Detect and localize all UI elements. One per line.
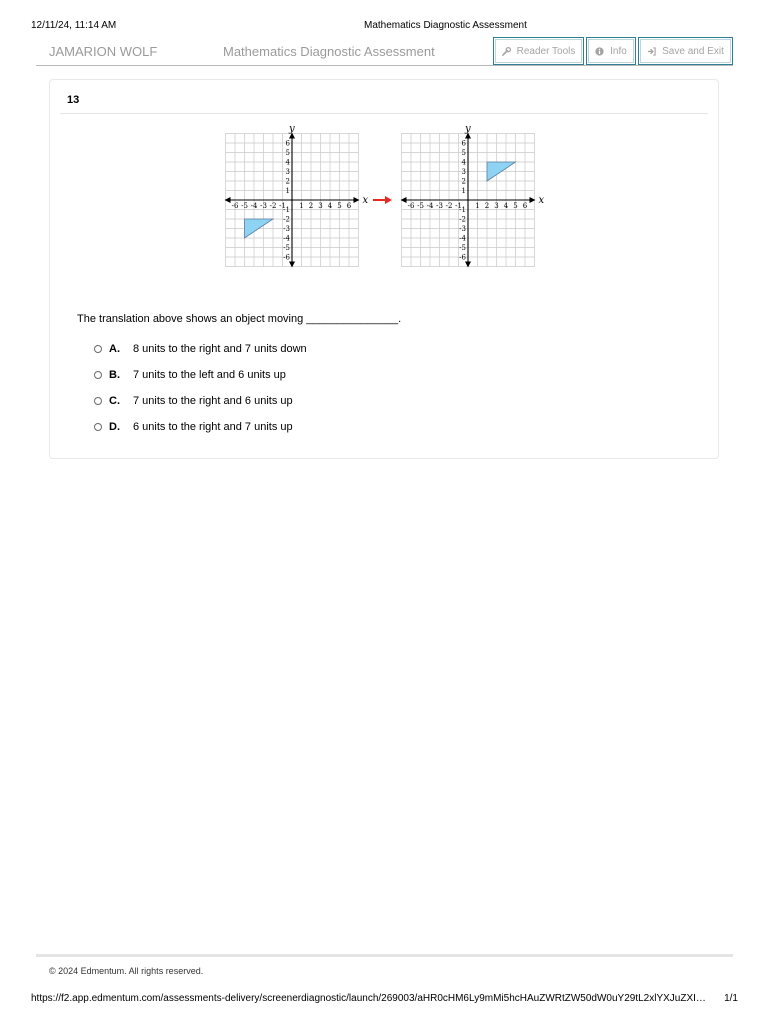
- choice-a[interactable]: [94, 342, 354, 356]
- y-tick-label: 3: [461, 168, 466, 176]
- question-stem: The translation above shows an object moving _______________.: [77, 313, 402, 325]
- y-tick-label: -2: [459, 215, 466, 224]
- copyright-text: © 2024 Edmentum. All rights reserved.: [49, 966, 204, 976]
- choice-letter: C.: [109, 395, 120, 407]
- y-tick-label: -3: [283, 225, 290, 233]
- print-url: https://f2.app.edmentum.com/assessments-delivery/screenerdiagnostic/launch/269003/aHR0cHM6Ly9mMi5hcHAuZWRtZW50dW0uY29tL2xlYXJuZXI…: [31, 993, 706, 1004]
- y-axis-label: y: [465, 123, 471, 135]
- x-tick-label: -3: [436, 202, 443, 210]
- choice-text: 8 units to the right and 7 units down: [133, 343, 307, 355]
- x-tick-label: 3: [318, 202, 323, 210]
- y-tick-label: -1: [459, 206, 466, 214]
- translation-arrowhead: [385, 196, 392, 204]
- y-tick-label: -2: [283, 215, 290, 224]
- choice-text: 7 units to the left and 6 units up: [133, 369, 286, 381]
- choice-c[interactable]: [94, 394, 354, 408]
- x-tick-label: -2: [445, 202, 453, 210]
- choice-letter: B.: [109, 369, 120, 381]
- x-tick-label: -2: [269, 202, 277, 210]
- question-number: 13: [67, 94, 80, 106]
- y-axis-label: y: [289, 123, 295, 135]
- y-tick-label: -4: [459, 234, 466, 243]
- page-footer: [36, 954, 733, 984]
- y-tick-label: 4: [285, 158, 290, 167]
- y-tick-label: -4: [283, 234, 290, 243]
- y-tick-label: 1: [285, 187, 290, 195]
- x-tick-label: -1: [279, 202, 286, 210]
- radio-button[interactable]: [94, 345, 102, 353]
- info-label: Info: [610, 45, 627, 57]
- y-tick-label: -6: [283, 253, 290, 262]
- x-tick-label: -6: [407, 202, 415, 210]
- reader-tools-label: Reader Tools: [516, 45, 576, 57]
- student-name: JAMARION WOLF: [49, 44, 158, 59]
- print-footer: [31, 993, 738, 1007]
- y-tick-label: -5: [459, 244, 466, 252]
- question-number-row: [60, 80, 708, 114]
- assessment-header: [36, 36, 733, 66]
- y-tick-label: 1: [461, 187, 466, 195]
- y-tick-label: -6: [459, 253, 466, 262]
- x-tick-label: 3: [494, 202, 499, 210]
- y-tick-label: 3: [285, 168, 290, 176]
- info-icon: [595, 47, 604, 56]
- reader-tools-button[interactable]: [493, 37, 584, 65]
- choice-text: 6 units to the right and 7 units up: [133, 421, 293, 433]
- save-and-exit-button[interactable]: [638, 37, 733, 65]
- x-tick-label: 6: [522, 202, 528, 210]
- x-tick-label: 2: [308, 202, 314, 210]
- assessment-title: Mathematics Diagnostic Assessment: [223, 44, 435, 59]
- x-tick-label: 4: [503, 202, 509, 210]
- translation-figure: [220, 118, 550, 276]
- x-axis-label: x: [538, 195, 545, 206]
- print-page-number: 1/1: [724, 993, 738, 1004]
- y-tick-label: 5: [285, 149, 290, 157]
- sign-out-icon: [647, 47, 656, 56]
- coordinate-grids-svg: [220, 118, 550, 276]
- x-tick-label: -5: [417, 202, 424, 210]
- y-tick-label: 2: [285, 177, 290, 186]
- y-tick-label: -3: [459, 225, 466, 233]
- x-tick-label: 1: [299, 202, 304, 210]
- print-header: [31, 20, 738, 34]
- x-tick-label: -6: [231, 202, 239, 210]
- y-tick-label: 6: [285, 139, 290, 148]
- x-tick-label: 5: [337, 202, 342, 210]
- x-tick-label: 4: [327, 202, 333, 210]
- save-and-exit-label: Save and Exit: [662, 45, 724, 57]
- x-tick-label: -4: [250, 202, 258, 210]
- choice-letter: A.: [109, 343, 120, 355]
- x-tick-label: 2: [484, 202, 490, 210]
- radio-button[interactable]: [94, 423, 102, 431]
- x-tick-label: -1: [455, 202, 462, 210]
- x-tick-label: 5: [513, 202, 518, 210]
- radio-button[interactable]: [94, 371, 102, 379]
- y-tick-label: 6: [461, 139, 466, 148]
- radio-button[interactable]: [94, 397, 102, 405]
- wrench-icon: [502, 47, 511, 56]
- x-tick-label: -3: [260, 202, 267, 210]
- choice-d[interactable]: [94, 420, 354, 434]
- print-datetime: 12/11/24, 11:14 AM: [31, 20, 117, 31]
- choice-letter: D.: [109, 421, 120, 433]
- x-axis-label: x: [362, 195, 369, 206]
- print-document-title: Mathematics Diagnostic Assessment: [364, 20, 527, 31]
- info-button[interactable]: [586, 37, 636, 65]
- y-tick-label: 5: [461, 149, 466, 157]
- y-tick-label: 2: [461, 177, 466, 186]
- choice-b[interactable]: [94, 368, 354, 382]
- y-tick-label: -1: [283, 206, 290, 214]
- choice-text: 7 units to the right and 6 units up: [133, 395, 293, 407]
- x-tick-label: 6: [346, 202, 352, 210]
- y-tick-label: 4: [461, 158, 466, 167]
- x-tick-label: -5: [241, 202, 248, 210]
- x-tick-label: -4: [426, 202, 434, 210]
- x-tick-label: 1: [475, 202, 480, 210]
- y-tick-label: -5: [283, 244, 290, 252]
